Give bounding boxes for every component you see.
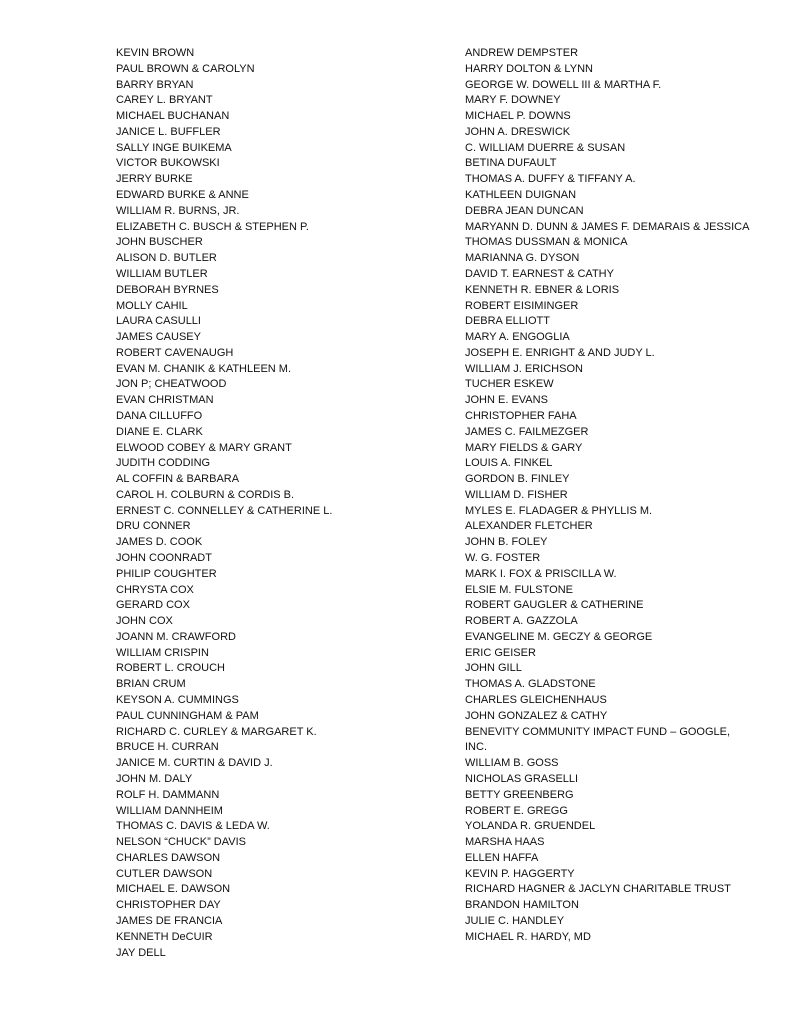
donor-name: EVAN CHRISTMAN bbox=[116, 394, 214, 407]
donor-name: THOMAS A. GLADSTONE bbox=[465, 678, 596, 691]
donor-name: MARY FIELDS & GARY bbox=[465, 441, 583, 454]
donor-name: MARSHA HAAS bbox=[465, 836, 545, 849]
donor-name: JOHN E. EVANS bbox=[465, 394, 548, 407]
donor-name: ELIZABETH C. BUSCH & STEPHEN P. bbox=[116, 220, 309, 233]
donor-list-left-column bbox=[116, 46, 436, 961]
donor-name: TUCHER ESKEW bbox=[465, 378, 554, 391]
donor-name: EVAN M. CHANIK & KATHLEEN M. bbox=[116, 362, 292, 375]
donor-name: MICHAEL P. DOWNS bbox=[465, 110, 571, 123]
donor-name: JANICE M. CURTIN & DAVID J. bbox=[116, 757, 273, 770]
donor-name: C. WILLIAM DUERRE & SUSAN bbox=[465, 141, 626, 154]
donor-name: WILLIAM CRISPIN bbox=[116, 646, 209, 659]
donor-name: DRU CONNER bbox=[116, 520, 191, 533]
donor-name: JOHN B. FOLEY bbox=[465, 536, 548, 549]
donor-name: EDWARD BURKE & ANNE bbox=[116, 189, 249, 202]
donor-name: KENNETH DeCUIR bbox=[116, 930, 213, 943]
donor-name: BRIAN CRUM bbox=[116, 678, 186, 691]
donor-name: JON P; CHEATWOOD bbox=[116, 378, 227, 391]
donor-name: ALEXANDER FLETCHER bbox=[465, 520, 593, 533]
donor-name: JOHN COONRADT bbox=[116, 552, 212, 564]
donor-name: VICTOR BUKOWSKI bbox=[116, 157, 220, 170]
donor-name: ELSIE M. FULSTONE bbox=[465, 583, 573, 596]
donor-name: ERIC GEISER bbox=[465, 646, 536, 659]
donor-name: DANA CILLUFFO bbox=[116, 409, 203, 422]
donor-name: BRUCE H. CURRAN bbox=[116, 741, 219, 754]
donor-name: MARIANNA G. DYSON bbox=[465, 252, 580, 265]
donor-name: KEYSON A. CUMMINGS bbox=[116, 694, 239, 707]
donor-name: PHILIP COUGHTER bbox=[116, 567, 217, 580]
donor-name: JERRY BURKE bbox=[116, 173, 193, 186]
donor-name: LAURA CASULLI bbox=[116, 315, 201, 328]
donor-name: CHARLES DAWSON bbox=[116, 851, 221, 864]
donor-name: BENEVITY COMMUNITY IMPACT FUND – GOOGLE, INC. bbox=[465, 725, 731, 754]
donor-name: LOUIS A. FINKEL bbox=[465, 457, 553, 470]
donor-name: MICHAEL R. HARDY, MD bbox=[465, 930, 591, 943]
donor-list-right-column bbox=[465, 46, 755, 946]
donor-name: JOHN A. DRESWICK bbox=[465, 125, 571, 138]
donor-name: ERNEST C. CONNELLEY & CATHERINE L. bbox=[116, 504, 333, 517]
donor-name: JOHN GONZALEZ & CATHY bbox=[465, 709, 608, 722]
donor-name: RICHARD HAGNER & JACLYN CHARITABLE TRUST bbox=[465, 883, 731, 896]
donor-name: THOMAS C. DAVIS & LEDA W. bbox=[116, 820, 270, 833]
donor-name: YOLANDA R. GRUENDEL bbox=[465, 820, 596, 833]
donor-name: JOHN COX bbox=[116, 615, 173, 628]
donor-name: MARYANN D. DUNN & JAMES F. DEMARAIS & JESSICA bbox=[465, 220, 750, 233]
donor-name: WILLIAM R. BURNS, JR. bbox=[116, 204, 240, 217]
donor-name: JAMES CAUSEY bbox=[116, 331, 201, 344]
donor-name: JOHN GILL bbox=[465, 662, 522, 675]
donor-name: PAUL CUNNINGHAM & PAM bbox=[116, 709, 259, 722]
donor-name: ROBERT CAVENAUGH bbox=[116, 346, 234, 359]
donor-name: MARK I. FOX & PRISCILLA W. bbox=[465, 567, 617, 580]
donor-name: JANICE L. BUFFLER bbox=[116, 125, 221, 138]
donor-name: ROBERT L. CROUCH bbox=[116, 662, 226, 675]
donor-name: JAMES C. FAILMEZGER bbox=[465, 425, 589, 438]
donor-name: BARRY BRYAN bbox=[116, 78, 194, 91]
donor-name: DEBORAH BYRNES bbox=[116, 283, 219, 296]
donor-name: CHRISTOPHER DAY bbox=[116, 899, 221, 912]
donor-name: CHRYSTA COX bbox=[116, 583, 194, 596]
donor-name: MARY F. DOWNEY bbox=[465, 94, 561, 107]
donor-name: DIANE E. CLARK bbox=[116, 425, 203, 438]
donor-name: DEBRA JEAN DUNCAN bbox=[465, 204, 584, 217]
donor-name: MOLLY CAHIL bbox=[116, 299, 188, 312]
donor-name: THOMAS DUSSMAN & MONICA bbox=[465, 236, 628, 249]
donor-name: ELWOOD COBEY & MARY GRANT bbox=[116, 441, 292, 454]
donor-name: THOMAS A. DUFFY & TIFFANY A. bbox=[465, 173, 636, 186]
donor-name: JAMES D. COOK bbox=[116, 536, 203, 549]
donor-name: RICHARD C. CURLEY & MARGARET K. bbox=[116, 725, 317, 738]
donor-name: HARRY DOLTON & LYNN bbox=[465, 62, 593, 75]
donor-name: JOANN M. CRAWFORD bbox=[116, 630, 236, 643]
donor-name: PAUL BROWN & CAROLYN bbox=[116, 62, 255, 75]
donor-name: CAROL H. COLBURN & CORDIS B. bbox=[116, 488, 295, 501]
donor-name: ROLF H. DAMMANN bbox=[116, 788, 220, 801]
donor-name: BETINA DUFAULT bbox=[465, 157, 557, 170]
donor-name: NICHOLAS GRASELLI bbox=[465, 772, 579, 785]
donor-name: ROBERT EISIMINGER bbox=[465, 299, 579, 312]
donor-name: EVANGELINE M. GECZY & GEORGE bbox=[465, 630, 653, 643]
donor-name: ELLEN HAFFA bbox=[465, 851, 539, 864]
donor-name: JOHN M. DALY bbox=[116, 772, 193, 785]
donor-name: ANDREW DEMPSTER bbox=[465, 47, 579, 59]
donor-name: DEBRA ELLIOTT bbox=[465, 315, 550, 328]
donor-name: CHRISTOPHER FAHA bbox=[465, 409, 577, 422]
donor-name: MICHAEL E. DAWSON bbox=[116, 883, 231, 896]
donor-name: WILLIAM D. FISHER bbox=[465, 488, 568, 501]
donor-name: JAMES DE FRANCIA bbox=[116, 914, 223, 927]
donor-name: JAY DELL bbox=[116, 946, 166, 959]
donor-name: WILLIAM BUTLER bbox=[116, 267, 208, 280]
donor-name: W. G. FOSTER bbox=[465, 552, 541, 564]
donor-name: CHARLES GLEICHENHAUS bbox=[465, 694, 607, 707]
donor-name: KATHLEEN DUIGNAN bbox=[465, 189, 577, 202]
donor-name: ALISON D. BUTLER bbox=[116, 252, 217, 265]
donor-name: KEVIN P. HAGGERTY bbox=[465, 867, 575, 880]
donor-name: NELSON “CHUCK” DAVIS bbox=[116, 836, 246, 849]
donor-name: DAVID T. EARNEST & CATHY bbox=[465, 267, 614, 280]
donor-name: CAREY L. BRYANT bbox=[116, 94, 213, 107]
donor-name: ROBERT GAUGLER & CATHERINE bbox=[465, 599, 644, 612]
donor-name: GERARD COX bbox=[116, 599, 190, 612]
donor-name: MARY A. ENGOGLIA bbox=[465, 331, 570, 344]
donor-name: JOHN BUSCHER bbox=[116, 236, 203, 249]
donor-name: AL COFFIN & BARBARA bbox=[116, 473, 240, 486]
donor-name: KENNETH R. EBNER & LORIS bbox=[465, 283, 620, 296]
donor-name: MYLES E. FLADAGER & PHYLLIS M. bbox=[465, 504, 653, 517]
donor-name: SALLY INGE BUIKEMA bbox=[116, 141, 232, 154]
donor-name: KEVIN BROWN bbox=[116, 47, 195, 59]
donor-name: BETTY GREENBERG bbox=[465, 788, 574, 801]
donor-name: MICHAEL BUCHANAN bbox=[116, 110, 230, 123]
donor-name: BRANDON HAMILTON bbox=[465, 899, 579, 912]
donor-name: WILLIAM J. ERICHSON bbox=[465, 362, 583, 375]
donor-name: CUTLER DAWSON bbox=[116, 867, 213, 880]
donor-name: JUDITH CODDING bbox=[116, 457, 211, 470]
donor-name: GEORGE W. DOWELL III & MARTHA F. bbox=[465, 78, 662, 91]
donor-name: GORDON B. FINLEY bbox=[465, 473, 570, 486]
donor-name: WILLIAM DANNHEIM bbox=[116, 804, 223, 817]
donor-name: JOSEPH E. ENRIGHT & AND JUDY L. bbox=[465, 346, 655, 359]
donor-name: ROBERT A. GAZZOLA bbox=[465, 615, 578, 628]
donor-name: WILLIAM B. GOSS bbox=[465, 757, 559, 770]
donor-name: JULIE C. HANDLEY bbox=[465, 914, 565, 927]
donor-name: ROBERT E. GREGG bbox=[465, 804, 568, 817]
